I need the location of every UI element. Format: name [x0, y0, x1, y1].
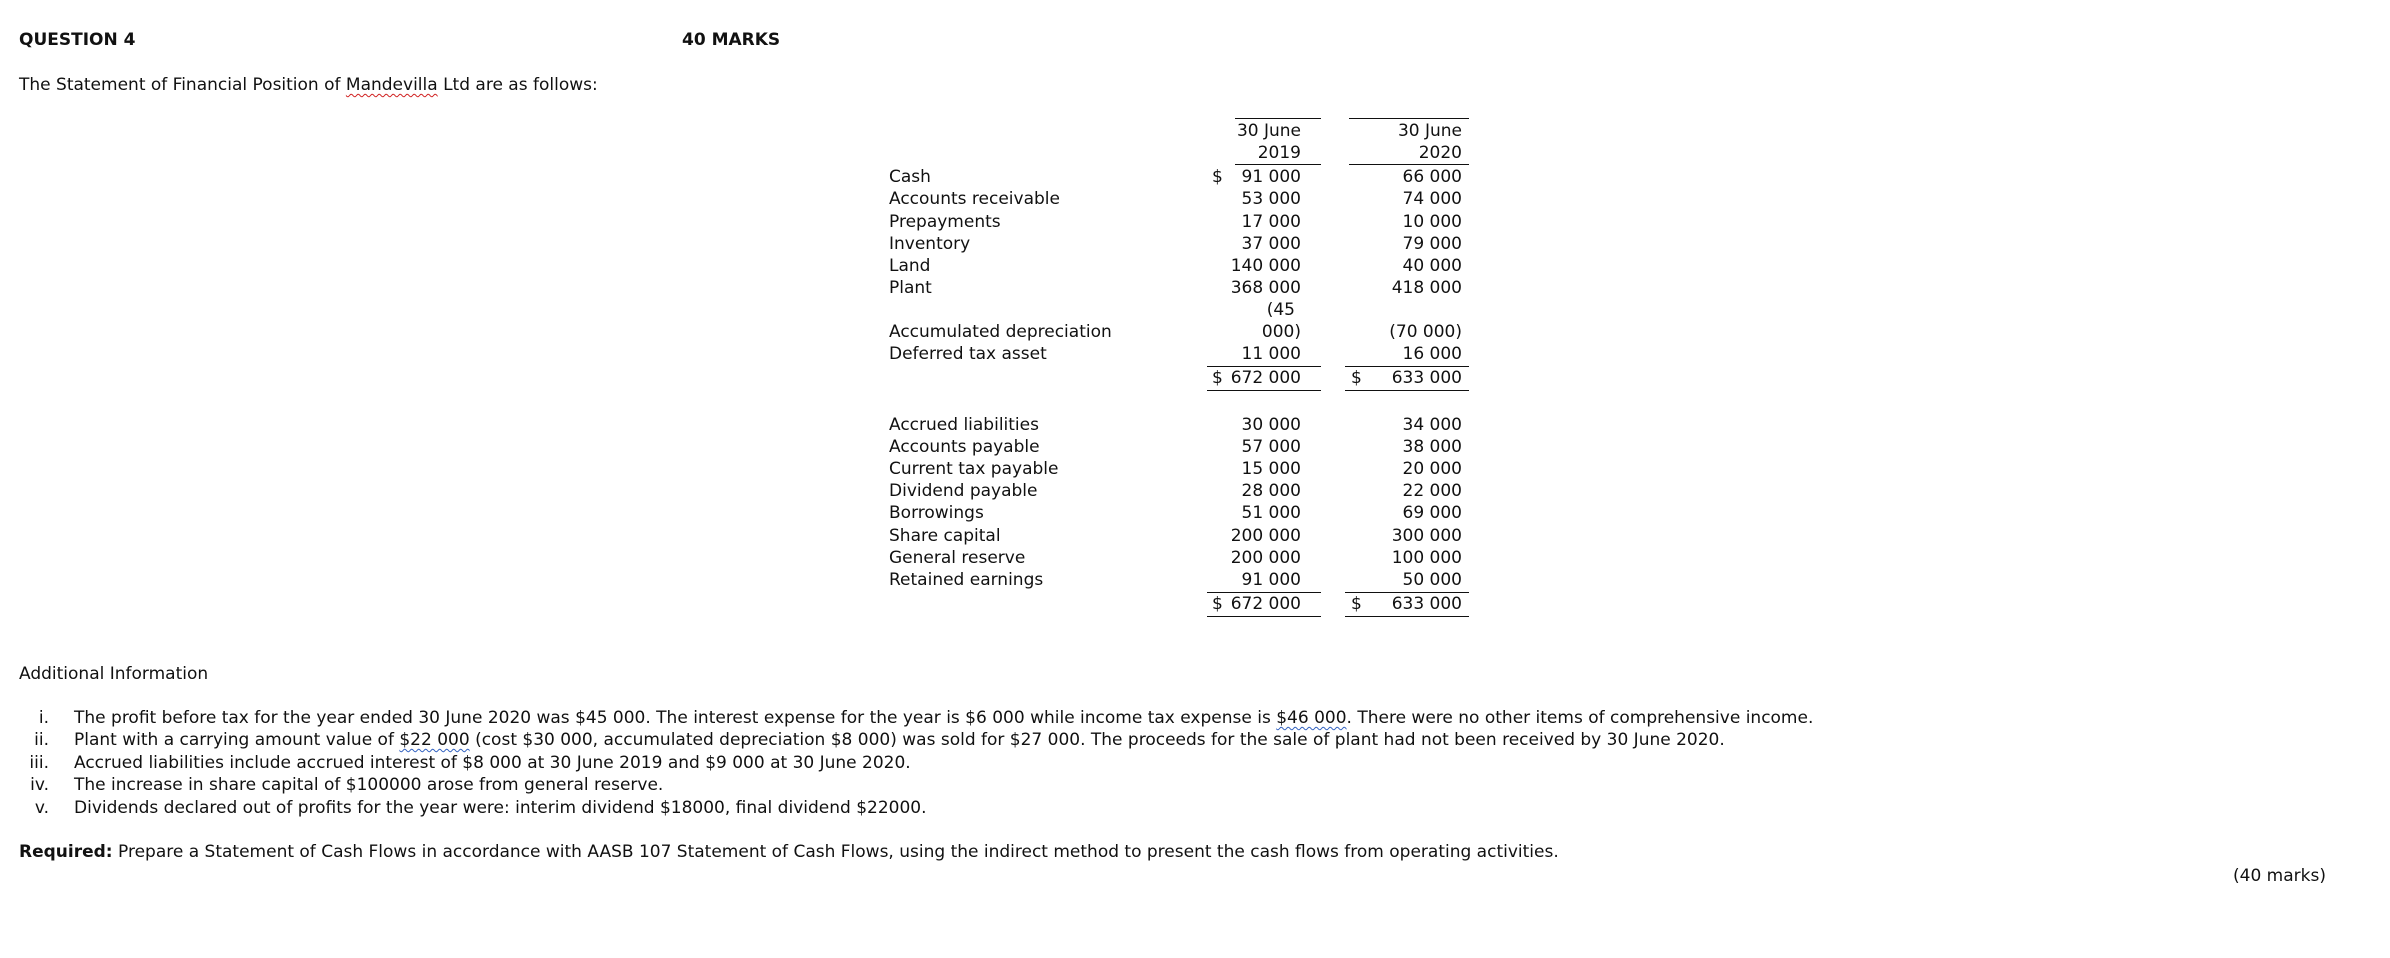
table-row	[889, 188, 1469, 210]
value-2019: 51 000	[1241, 503, 1301, 523]
currency-symbol: $	[1212, 594, 1223, 614]
currency-symbol: $	[1212, 368, 1223, 388]
required-body: Prepare a Statement of Cash Flows in accordance with AASB 107 Statement of Cash Flows, using the indirect method to present the cash flows from operating activities.	[112, 842, 1559, 862]
intro-text	[19, 75, 598, 95]
value-2020: 66 000	[1402, 167, 1462, 187]
header-bottom-rule-2019	[1235, 164, 1321, 165]
value-2019: 91 000	[1241, 570, 1301, 590]
value-2019: 53 000	[1241, 189, 1301, 209]
item-text: The increase in share capital of $100000 arose from general reserve.	[74, 775, 664, 795]
value-2019: 30 000	[1241, 415, 1301, 435]
item-number: iii.	[29, 753, 49, 773]
header-bottom-rule-2020	[1349, 164, 1469, 165]
value-2019: 17 000	[1241, 212, 1301, 232]
item-text-flagged: $46 000	[1276, 708, 1347, 728]
value-2020: 20 000	[1402, 459, 1462, 479]
table-row	[889, 414, 1469, 436]
value-2020: 16 000	[1402, 344, 1462, 364]
table-row	[889, 277, 1469, 299]
row-label: Inventory	[889, 234, 971, 254]
item-number: iv.	[30, 775, 49, 795]
total-2020: 633 000	[1391, 368, 1462, 388]
row-label: Accrued liabilities	[889, 415, 1039, 435]
value-2019: 91 000	[1241, 167, 1301, 187]
value-2020: 40 000	[1402, 256, 1462, 276]
value-2020: 79 000	[1402, 234, 1462, 254]
row-label: Dividend payable	[889, 481, 1038, 501]
table-row	[889, 166, 1469, 188]
value-2019: 37 000	[1241, 234, 1301, 254]
value-2020: 100 000	[1391, 548, 1462, 568]
value-2019: 200 000	[1230, 526, 1301, 546]
row-label: Retained earnings	[889, 570, 1044, 590]
item-number: v.	[34, 798, 49, 818]
item-text: Accrued liabilities include accrued interest of $8 000 at 30 June 2019 and $9 000 at 30 June 2020.	[74, 753, 911, 773]
required-label: Required:	[19, 842, 113, 862]
table-row	[889, 211, 1469, 233]
table-row	[889, 233, 1469, 255]
table-row	[889, 343, 1469, 365]
additional-heading: Additional Information	[19, 664, 209, 684]
value-2019: 368 000	[1230, 278, 1301, 298]
value-2019-line2: 000)	[1261, 322, 1301, 342]
row-label: Borrowings	[889, 503, 984, 523]
col-2020-header-line2: 2020	[1418, 143, 1462, 163]
value-2019: 200 000	[1230, 548, 1301, 568]
value-2020: 10 000	[1402, 212, 1462, 232]
value-2019: 140 000	[1230, 256, 1301, 276]
row-label: Plant	[889, 278, 932, 298]
item-number: i.	[38, 708, 49, 728]
table-row	[889, 458, 1469, 480]
item-text	[74, 707, 1813, 729]
liabilities-total-row	[889, 593, 1469, 615]
header-rule-2019	[1235, 118, 1321, 119]
row-label: Deferred tax asset	[889, 344, 1047, 364]
row-label: Land	[889, 256, 931, 276]
total-2019: 672 000	[1230, 368, 1301, 388]
total-rule-2019	[1207, 616, 1321, 617]
total-2019: 672 000	[1230, 594, 1301, 614]
row-label: Accumulated depreciation	[889, 322, 1112, 342]
row-label: Accounts receivable	[889, 189, 1060, 209]
item-text-part: . There were no other items of comprehensive income.	[1346, 708, 1814, 728]
assets-total-row	[889, 367, 1469, 389]
question-title: QUESTION 4	[19, 30, 136, 50]
row-label: Current tax payable	[889, 459, 1059, 479]
value-2019: 11 000	[1241, 344, 1301, 364]
value-2020: (70 000)	[1389, 322, 1462, 342]
currency-symbol: $	[1212, 167, 1223, 187]
table-row	[889, 569, 1469, 591]
total-rule-2019	[1207, 390, 1321, 391]
header-row-1	[889, 120, 1469, 142]
value-2019-line1: (45	[1266, 300, 1295, 320]
value-2020: 418 000	[1391, 278, 1462, 298]
intro-before: The Statement of Financial Position of	[19, 75, 346, 95]
value-2019: 57 000	[1241, 437, 1301, 457]
row-label: Cash	[889, 167, 931, 187]
company-name: Mandevilla	[345, 75, 438, 95]
table-row	[889, 321, 1469, 343]
value-2020: 74 000	[1402, 189, 1462, 209]
value-2019: 15 000	[1241, 459, 1301, 479]
currency-symbol: $	[1351, 594, 1362, 614]
item-text-part: (cost $30 000, accumulated depreciation $8 000) was sold for $27 000. The proceeds for the sale of plant had not been received by 30 June 2020.	[469, 730, 1725, 750]
value-2020: 38 000	[1402, 437, 1462, 457]
value-2020: 69 000	[1402, 503, 1462, 523]
total-2020: 633 000	[1391, 594, 1462, 614]
row-label: Accounts payable	[889, 437, 1040, 457]
table-row	[889, 547, 1469, 569]
marks-label: 40 MARKS	[682, 30, 781, 50]
total-rule-2020	[1345, 616, 1469, 617]
required-text	[19, 842, 1559, 862]
col-2019-header-line2: 2019	[1257, 143, 1301, 163]
row-label: Prepayments	[889, 212, 1001, 232]
item-number: ii.	[34, 730, 49, 750]
table-row	[889, 502, 1469, 524]
col-2019-header-line1: 30 June	[1236, 121, 1301, 141]
item-text-flagged: $22 000	[399, 730, 470, 750]
header-rule-2020	[1349, 118, 1469, 119]
row-label: General reserve	[889, 548, 1026, 568]
total-rule-2020	[1345, 390, 1469, 391]
value-2020: 34 000	[1402, 415, 1462, 435]
item-text-part: The profit before tax for the year ended 30 June 2020 was $45 000. The interest expense for the year is $6 000 while income tax expense is	[74, 708, 1277, 728]
header-row-2	[889, 142, 1469, 164]
currency-symbol: $	[1351, 368, 1362, 388]
table-row	[889, 525, 1469, 547]
table-row	[889, 436, 1469, 458]
value-2020: 300 000	[1391, 526, 1462, 546]
table-row	[889, 255, 1469, 277]
item-text: Dividends declared out of profits for the year were: interim dividend $18000, final dividend $22000.	[74, 798, 927, 818]
col-2020-header-line1: 30 June	[1397, 121, 1462, 141]
table-row	[889, 480, 1469, 502]
item-text-part: Plant with a carrying amount value of	[74, 730, 400, 750]
value-2019: 28 000	[1241, 481, 1301, 501]
value-2020: 50 000	[1402, 570, 1462, 590]
value-2020: 22 000	[1402, 481, 1462, 501]
required-marks: (40 marks)	[2233, 866, 2326, 886]
item-text	[74, 729, 1725, 751]
intro-after: Ltd are as follows:	[437, 75, 598, 95]
table-row-wrap	[889, 299, 1469, 321]
row-label: Share capital	[889, 526, 1001, 546]
